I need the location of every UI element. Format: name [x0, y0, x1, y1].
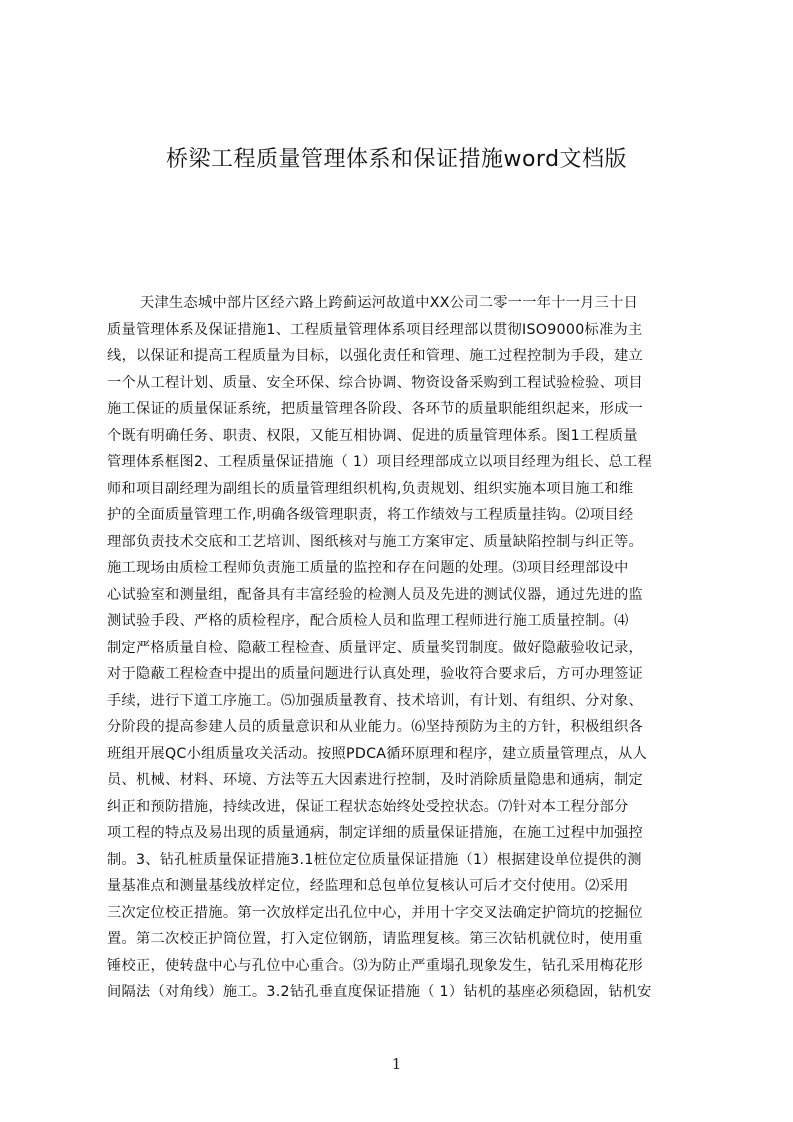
body-line: 测试验手段、严格的质检程序，配合质检人员和监理工程师进行施工质量控制。⑷: [107, 613, 629, 629]
body-line: 纠正和预防措施，持续改进，保证工程状态始终处受控状态。⑺针对本工程分部分: [107, 798, 629, 815]
body-line: 制。3、钻孔桩质量保证措施3.1桩位定位质量保证措施（1）根据建设单位提供的测: [107, 851, 642, 868]
body-line: 线，以保证和提高工程质量为目标，以强化责任和管理、施工过程控制为手段，建立: [107, 348, 644, 364]
body-line: 施工保证的质量保证系统，把质量管理各阶段、各环节的质量职能组织起来，形成一: [107, 401, 644, 417]
body-line: 施工现场由质检工程师负责施工质量的监控和存在问题的处理。⑶项目经理部设中: [107, 560, 629, 576]
document-title: 桥梁工程质量管理体系和保证措施word文档版: [165, 147, 628, 172]
body-line: 三次定位校正措施。第一次放样定出孔位中心，并用十字交叉法确定护筒坑的挖掘位: [107, 904, 644, 921]
body-line: 理部负责技术交底和工艺培训、图纸核对与施工方案审定、质量缺陷控制与纠正等。: [107, 533, 644, 550]
document-body: [107, 290, 697, 1006]
body-line: 质量管理体系及保证措施1、工程质量管理体系项目经理部以贯彻ISO9000标准为主: [107, 321, 643, 338]
body-line: 师和项目副经理为副组长的质量管理组织机构,负责规划、组织实施本项目施工和维: [107, 480, 634, 497]
body-line: 对于隐蔽工程检查中提出的质量问题进行认真处理，验收符合要求后，方可办理签证: [107, 666, 644, 682]
body-line: 个既有明确任务、职责、权限，又能互相协调、促进的质量管理体系。图1工程质量: [107, 427, 638, 444]
body-line: 班组开展QC小组质量攻关活动。按照PDCA循环原理和程序，建立质量管理点，从人: [107, 745, 648, 762]
body-line: 量基准点和测量基线放样定位，经监理和总包单位复核认可后才交付使用。⑵采用: [107, 878, 629, 894]
body-line: 分阶段的提高参建人员的质量意识和从业能力。⑹坚持预防为主的方针，积极组织各: [107, 719, 644, 735]
page-number: 1: [391, 1055, 402, 1073]
body-line: 天津生态城中部片区经六路上跨蓟运河故道中XX公司二零一一年十一月三十日: [140, 295, 639, 311]
body-line: 管理体系框图2、工程质量保证措施（ 1）项目经理部成立以项目经理为组长、总工程: [107, 454, 653, 470]
body-line: 制定严格质量自检、隐蔽工程检查、质量评定、质量奖罚制度。做好隐蔽验收记录，: [107, 639, 644, 656]
body-line: 一个从工程计划、质量、安全环保、综合协调、物资设备采购到工程试验检验、项目: [107, 374, 644, 391]
body-line: 护的全面质量管理工作,明确各级管理职责，将工作绩效与工程质量挂钩。⑵项目经: [107, 507, 634, 523]
body-line: 手续，进行下道工序施工。⑸加强质量教育、技术培训，有计划、有组织、分对象、: [107, 692, 644, 709]
body-line: 员、机械、材料、环境、方法等五大因素进行控制，及时消除质量隐患和通病，制定: [107, 772, 644, 788]
body-line: 间隔法（对角线）施工。3.2钻孔垂直度保证措施（ 1）钻机的基座必须稳固，钻机安: [107, 984, 652, 1000]
body-line: 置。第二次校正护筒位置，打入定位钢筋，请监理复核。第三次钻机就位时，使用重: [107, 931, 644, 947]
body-line: 心试验室和测量组，配备具有丰富经验的检测人员及先进的测试仪器，通过先进的监: [107, 586, 644, 603]
body-line: 锤校正，使转盘中心与孔位中心重合。⑶为防止严重塌孔现象发生，钻孔采用梅花形: [107, 957, 644, 974]
body-line: 项工程的特点及易出现的质量通病，制定详细的质量保证措施，在施工过程中加强控: [107, 825, 644, 841]
